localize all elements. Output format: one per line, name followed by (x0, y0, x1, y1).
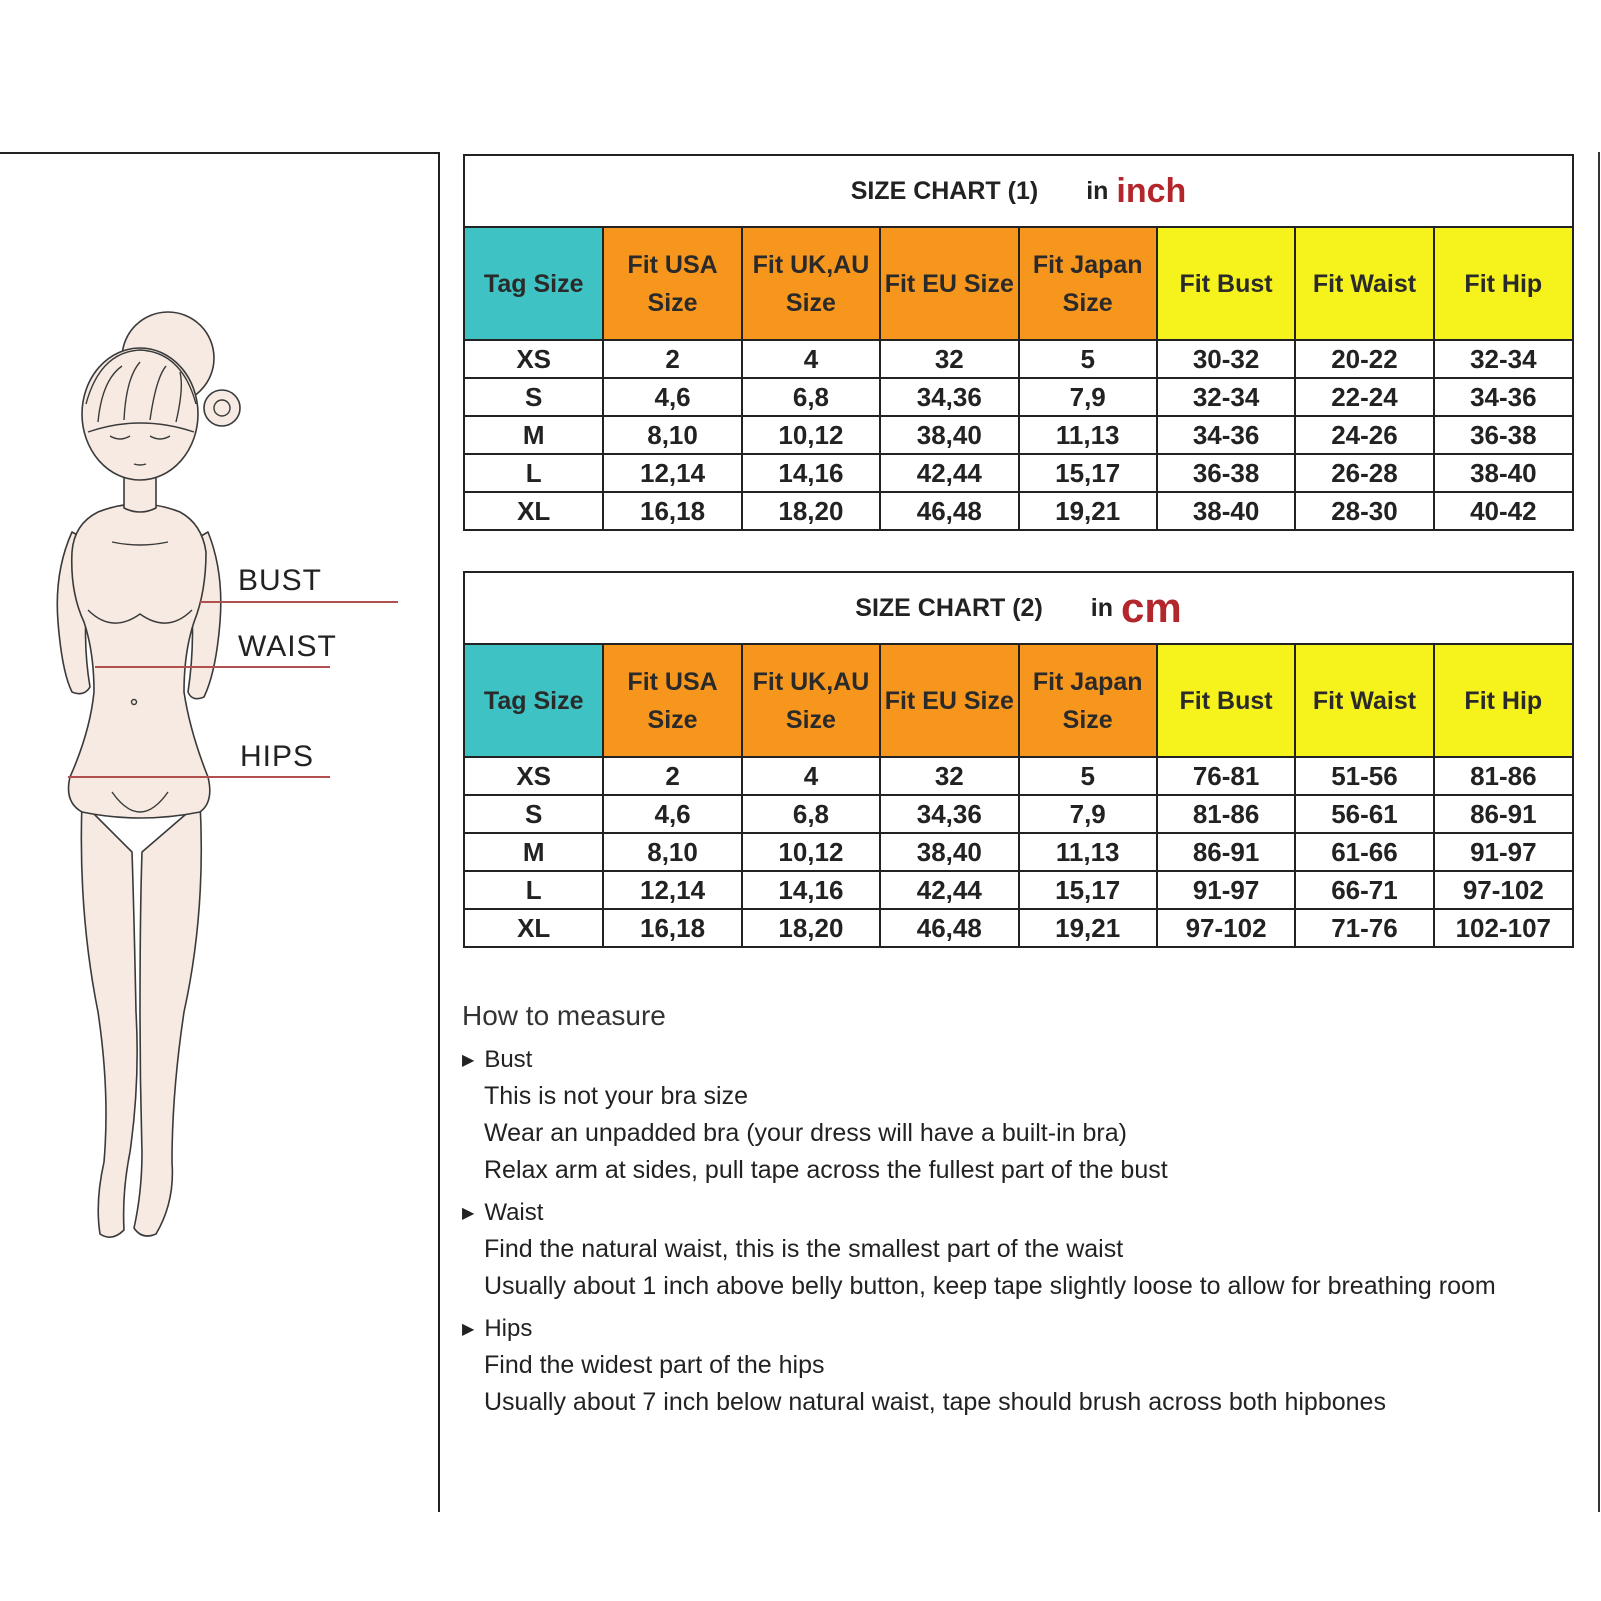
header-uk-au-size: Fit UK,AU Size (742, 228, 880, 340)
table-row (465, 378, 1572, 416)
table-cell: S (465, 378, 603, 416)
header-eu-size: Fit EU Size (880, 228, 1018, 340)
table-cell: 102-107 (1434, 909, 1572, 946)
table-cell: 34,36 (880, 378, 1018, 416)
table-cell: 91-97 (1157, 871, 1295, 909)
table-cell: 56-61 (1295, 795, 1433, 833)
table-row (465, 871, 1572, 909)
table-cell: 97-102 (1434, 871, 1572, 909)
header-usa-size: Fit USA Size (603, 228, 741, 340)
right-panel-border (1598, 152, 1600, 1512)
table-cell: XS (465, 757, 603, 795)
table-cell: 16,18 (603, 492, 741, 529)
table-cell: 24-26 (1295, 416, 1433, 454)
measure-title: How to measure (462, 1000, 666, 1031)
triangle-right-icon: ▶ (462, 1052, 475, 1069)
table-cell: 30-32 (1157, 340, 1295, 378)
table-row (465, 454, 1572, 492)
table-cell: 46,48 (880, 909, 1018, 946)
table-cell: 38-40 (1434, 454, 1572, 492)
hips-label: HIPS (240, 740, 315, 773)
table-cell: 36-38 (1434, 416, 1572, 454)
table-cell: 28-30 (1295, 492, 1433, 529)
chart-title-row (465, 156, 1572, 228)
table-cell: 7,9 (1019, 795, 1157, 833)
body-figure-svg (0, 152, 440, 1512)
instruction-line: Relax arm at sides, pull tape across the fullest part of the bust (484, 1156, 1168, 1184)
section-label: Bust (484, 1046, 533, 1073)
instruction-line: Usually about 1 inch above belly button, keep tape slightly loose to allow for breathing room (484, 1272, 1496, 1300)
table-cell: 86-91 (1434, 795, 1572, 833)
instruction-line: This is not your bra size (484, 1082, 748, 1110)
table-cell: 38,40 (880, 416, 1018, 454)
table-cell: 40-42 (1434, 492, 1572, 529)
instruction-line: Usually about 7 inch below natural waist, tape should brush across both hipbones (484, 1388, 1386, 1416)
table-cell: 71-76 (1295, 909, 1433, 946)
section-heading (462, 1195, 1592, 1231)
chart-in-word: in (1090, 593, 1113, 622)
table-cell: S (465, 795, 603, 833)
instruction-line: Find the widest part of the hips (484, 1351, 825, 1379)
table-cell: 42,44 (880, 454, 1018, 492)
table-cell: 91-97 (1434, 833, 1572, 871)
table-cell: 32 (880, 757, 1018, 795)
size-table-cm (465, 645, 1572, 946)
chart-title-row (465, 573, 1572, 645)
size-table-inch (465, 228, 1572, 529)
table-cell: 4 (742, 340, 880, 378)
table-cell: 34-36 (1434, 378, 1572, 416)
table-cell: 46,48 (880, 492, 1018, 529)
table-cell: XS (465, 340, 603, 378)
how-to-measure (462, 1000, 1592, 1427)
section-heading (462, 1311, 1592, 1347)
table-cell: 51-56 (1295, 757, 1433, 795)
header-bust: Fit Bust (1157, 645, 1295, 757)
table-cell: 81-86 (1157, 795, 1295, 833)
table-cell: 4 (742, 757, 880, 795)
header-bust: Fit Bust (1157, 228, 1295, 340)
table-cell: 2 (603, 340, 741, 378)
table-cell: 12,14 (603, 871, 741, 909)
table-cell: 15,17 (1019, 454, 1157, 492)
chart-unit: inch (1116, 171, 1187, 210)
table-cell: 5 (1019, 757, 1157, 795)
table-cell: 61-66 (1295, 833, 1433, 871)
table-cell: 5 (1019, 340, 1157, 378)
table-cell: 34,36 (880, 795, 1018, 833)
table-cell: 38,40 (880, 833, 1018, 871)
table-cell: L (465, 871, 603, 909)
table-cell: 6,8 (742, 378, 880, 416)
table-cell: 6,8 (742, 795, 880, 833)
table-cell: 42,44 (880, 871, 1018, 909)
table-row (465, 909, 1572, 946)
table-cell: 20-22 (1295, 340, 1433, 378)
header-japan-size: Fit Japan Size (1019, 645, 1157, 757)
table-cell: 18,20 (742, 492, 880, 529)
table-cell: L (465, 454, 603, 492)
header-tag-size: Tag Size (465, 645, 603, 757)
table-cell: XL (465, 492, 603, 529)
table-cell: 10,12 (742, 833, 880, 871)
table-cell: XL (465, 909, 603, 946)
header-waist: Fit Waist (1295, 645, 1433, 757)
table-cell: 32 (880, 340, 1018, 378)
table-cell: 11,13 (1019, 416, 1157, 454)
table-cell: 32-34 (1434, 340, 1572, 378)
header-uk-au-size: Fit UK,AU Size (742, 645, 880, 757)
table-cell: 22-24 (1295, 378, 1433, 416)
table-cell: 10,12 (742, 416, 880, 454)
table-cell: 8,10 (603, 833, 741, 871)
table-cell: 34-36 (1157, 416, 1295, 454)
header-hip: Fit Hip (1434, 645, 1572, 757)
table-row (465, 795, 1572, 833)
section-label: Hips (484, 1315, 533, 1342)
body-figure-illustration (0, 152, 440, 1512)
table-cell: 26-28 (1295, 454, 1433, 492)
bust-label: BUST (238, 564, 323, 597)
chart-title: SIZE CHART (2) (855, 593, 1043, 622)
table-row (465, 492, 1572, 529)
table-cell: 8,10 (603, 416, 741, 454)
table-cell: 16,18 (603, 909, 741, 946)
chart-in-word: in (1086, 176, 1109, 205)
table-row (465, 833, 1572, 871)
table-cell: 81-86 (1434, 757, 1572, 795)
table-cell: 18,20 (742, 909, 880, 946)
header-hip: Fit Hip (1434, 228, 1572, 340)
table-cell: 86-91 (1157, 833, 1295, 871)
table-cell: 19,21 (1019, 492, 1157, 529)
chart-title: SIZE CHART (1) (850, 176, 1039, 205)
table-cell: 76-81 (1157, 757, 1295, 795)
instruction-line: Wear an unpadded bra (your dress will have a built-in bra) (484, 1119, 1127, 1147)
triangle-right-icon: ▶ (462, 1205, 475, 1222)
header-japan-size: Fit Japan Size (1019, 228, 1157, 340)
table-cell: 12,14 (603, 454, 741, 492)
table-cell: 97-102 (1157, 909, 1295, 946)
table-row (465, 416, 1572, 454)
header-eu-size: Fit EU Size (880, 645, 1018, 757)
size-chart-cm (463, 571, 1574, 948)
table-cell: M (465, 833, 603, 871)
header-usa-size: Fit USA Size (603, 645, 741, 757)
instruction-line: Find the natural waist, this is the smallest part of the waist (484, 1235, 1124, 1263)
header-waist: Fit Waist (1295, 228, 1433, 340)
table-cell: 32-34 (1157, 378, 1295, 416)
section-heading (462, 1042, 1592, 1078)
table-cell: 4,6 (603, 378, 741, 416)
triangle-right-icon: ▶ (462, 1321, 475, 1338)
table-cell: 19,21 (1019, 909, 1157, 946)
header-tag-size: Tag Size (465, 228, 603, 340)
table-cell: 36-38 (1157, 454, 1295, 492)
table-cell: 15,17 (1019, 871, 1157, 909)
waist-label: WAIST (238, 630, 337, 663)
table-header-row (465, 228, 1572, 340)
measure-section-bust (462, 1042, 1592, 1189)
table-cell: 2 (603, 757, 741, 795)
table-cell: 14,16 (742, 454, 880, 492)
table-row (465, 757, 1572, 795)
table-cell: 66-71 (1295, 871, 1433, 909)
table-cell: 38-40 (1157, 492, 1295, 529)
section-label: Waist (484, 1199, 544, 1226)
table-cell: 7,9 (1019, 378, 1157, 416)
size-chart-inch (463, 154, 1574, 531)
table-header-row (465, 645, 1572, 757)
table-row (465, 340, 1572, 378)
table-cell: 14,16 (742, 871, 880, 909)
measure-section-waist (462, 1195, 1592, 1305)
table-cell: 4,6 (603, 795, 741, 833)
table-cell: M (465, 416, 603, 454)
table-cell: 11,13 (1019, 833, 1157, 871)
measure-section-hips (462, 1311, 1592, 1421)
chart-unit: cm (1121, 584, 1182, 631)
